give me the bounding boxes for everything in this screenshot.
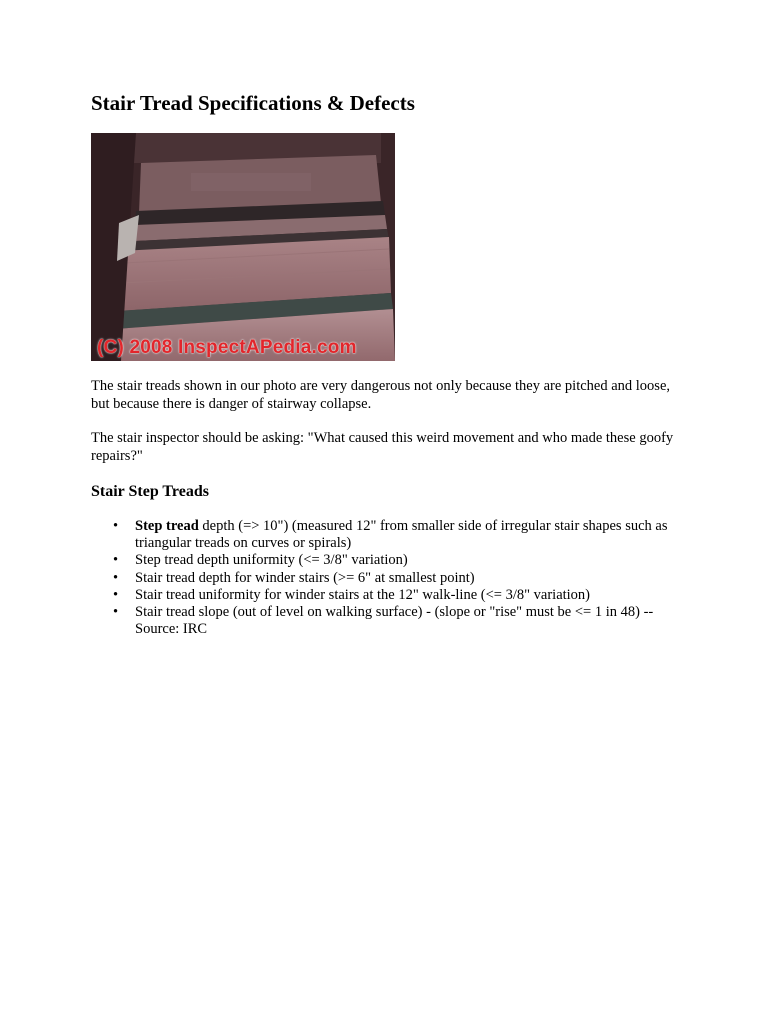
list-item-text: Stair tread uniformity for winder stairs at the 12" walk-line (<= 3/8" variation) <box>135 586 591 603</box>
stair-tread-photo <box>91 133 395 361</box>
list-item-bold: Step tread <box>135 518 199 534</box>
list-item <box>135 587 691 604</box>
list-item <box>135 552 691 569</box>
list-item <box>135 570 691 587</box>
photo-watermark: (C) 2008 InspectAPedia.com <box>97 337 357 358</box>
list-item <box>135 604 691 638</box>
page-title: Stair Tread Specifications & Defects <box>91 91 415 115</box>
paragraph-inspector-question: The stair inspector should be asking: "What caused this weird movement and who made these goofy repairs?" <box>91 430 674 464</box>
list-item-text: depth (=> 10") (measured 12" from smaller side of irregular stair shapes such as triangular treads on curves or spirals) <box>135 518 668 552</box>
list-item-text: Stair tread slope (out of level on walking surface) - (slope or "rise" must be <= 1 in 48) -- Source: IRC <box>135 604 654 638</box>
stair-photo-illustration <box>91 133 395 361</box>
paragraph-stair-danger: The stair treads shown in our photo are very dangerous not only because they are pitched and loose, but because there is danger of stairway collapse. <box>91 378 671 412</box>
list-item-text: Stair tread depth for winder stairs (>= 6" at smallest point) <box>135 569 475 586</box>
tread-spec-list <box>91 518 691 638</box>
list-item <box>135 518 691 552</box>
list-item-text: Step tread depth uniformity (<= 3/8" variation) <box>135 552 408 569</box>
section-heading: Stair Step Treads <box>91 483 209 500</box>
